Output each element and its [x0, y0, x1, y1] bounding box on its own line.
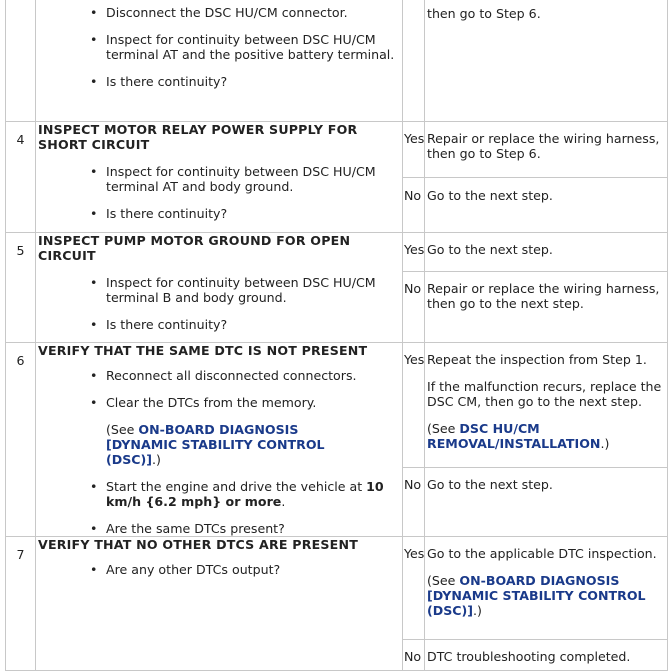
- step-cell: [36, 537, 403, 671]
- step-number: 6: [6, 343, 36, 537]
- see-reference: [36, 422, 366, 467]
- list-item: • Are any other DTCs output?: [106, 562, 402, 577]
- yes-action: Repair or replace the wiring harness, then go to Step 6.: [425, 122, 668, 178]
- no-label: No: [403, 178, 425, 233]
- step-number: 7: [6, 537, 36, 671]
- list-item: • Clear the DTCs from the memory.: [106, 395, 402, 410]
- speed-value: 10 km/h {6.2 mph} or more: [106, 479, 384, 509]
- no-action: Repair or replace the wiring harness, then go to the next step.: [425, 272, 668, 343]
- item-suffix: .: [281, 494, 286, 509]
- see-prefix: (See: [106, 422, 139, 437]
- no-action: Go to the next step.: [425, 178, 668, 233]
- reference-link[interactable]: DSC HU/CM REMOVAL/INSTALLATION: [427, 421, 601, 451]
- list-item: • Reconnect all disconnected connectors.: [106, 368, 402, 383]
- reference-link[interactable]: ON-BOARD DIAGNOSIS [DYNAMIC STABILITY CONTROL (DSC)]: [106, 422, 325, 467]
- yes-label: Yes: [403, 122, 425, 178]
- yes-label: Yes: [403, 537, 425, 640]
- yes-action: Go to the next step.: [425, 233, 668, 272]
- step-cell: [36, 122, 403, 233]
- list-item: • Is there continuity?: [106, 206, 402, 221]
- list-item: • Inspect for continuity between DSC HU/CM terminal B and body ground.: [106, 275, 402, 305]
- list-item: • Inspect for continuity between DSC HU/CM terminal AT and the positive battery terminal.: [106, 32, 402, 62]
- step-number-cell: [6, 0, 36, 122]
- yes-label: Yes: [403, 343, 425, 468]
- no-action: Go to the next step.: [425, 467, 668, 536]
- see-prefix: (See: [427, 573, 460, 588]
- no-label: No: [403, 272, 425, 343]
- list-item: • Are the same DTCs present?: [106, 521, 402, 536]
- no-label: No: [403, 467, 425, 536]
- step-title: VERIFY THAT THE SAME DTC IS NOT PRESENT: [38, 343, 368, 358]
- step-title: INSPECT PUMP MOTOR GROUND FOR OPEN CIRCUIT: [38, 233, 351, 263]
- list-item: • Inspect for continuity between DSC HU/CM terminal AT and body ground.: [106, 164, 402, 194]
- list-item: • Is there continuity?: [106, 74, 402, 89]
- see-suffix: .): [152, 452, 161, 467]
- yes-action: Repeat the inspection from Step 1.: [427, 352, 647, 367]
- yes-no-cell: [403, 0, 425, 122]
- list-item: • Disconnect the DSC HU/CM connector.: [106, 5, 402, 20]
- yes-action: Go to the applicable DTC inspection.: [427, 546, 657, 561]
- see-prefix: (See: [427, 421, 460, 436]
- step-title: INSPECT MOTOR RELAY POWER SUPPLY FOR SHORT CIRCUIT: [38, 122, 358, 152]
- reference-link[interactable]: ON-BOARD DIAGNOSIS [DYNAMIC STABILITY CONTROL (DSC)]: [427, 573, 646, 618]
- step-cell: [36, 343, 403, 537]
- yes-label: Yes: [403, 233, 425, 272]
- item-text: Start the engine and drive the vehicle at: [106, 479, 367, 494]
- see-suffix: .): [473, 603, 482, 618]
- troubleshooting-table: [5, 0, 668, 671]
- yes-action-cell: [425, 537, 668, 640]
- step-number: 4: [6, 122, 36, 233]
- see-reference: [427, 573, 665, 618]
- action-text: then go to Step 6.: [427, 6, 541, 21]
- see-suffix: .): [600, 436, 610, 451]
- yes-action-cell: [425, 343, 668, 468]
- list-item: [106, 479, 402, 509]
- yes-action-detail: If the malfunction recurs, replace the DSC CM, then go to the next step.: [427, 379, 662, 409]
- step-cell: [36, 233, 403, 343]
- step-cell: [36, 0, 403, 122]
- see-reference: [427, 421, 665, 451]
- no-label: No: [403, 640, 425, 671]
- no-action: DTC troubleshooting completed.: [425, 640, 668, 671]
- step-number: 5: [6, 233, 36, 343]
- step-title: VERIFY THAT NO OTHER DTCS ARE PRESENT: [38, 537, 359, 552]
- list-item: • Is there continuity?: [106, 317, 402, 332]
- action-cell: [425, 0, 668, 122]
